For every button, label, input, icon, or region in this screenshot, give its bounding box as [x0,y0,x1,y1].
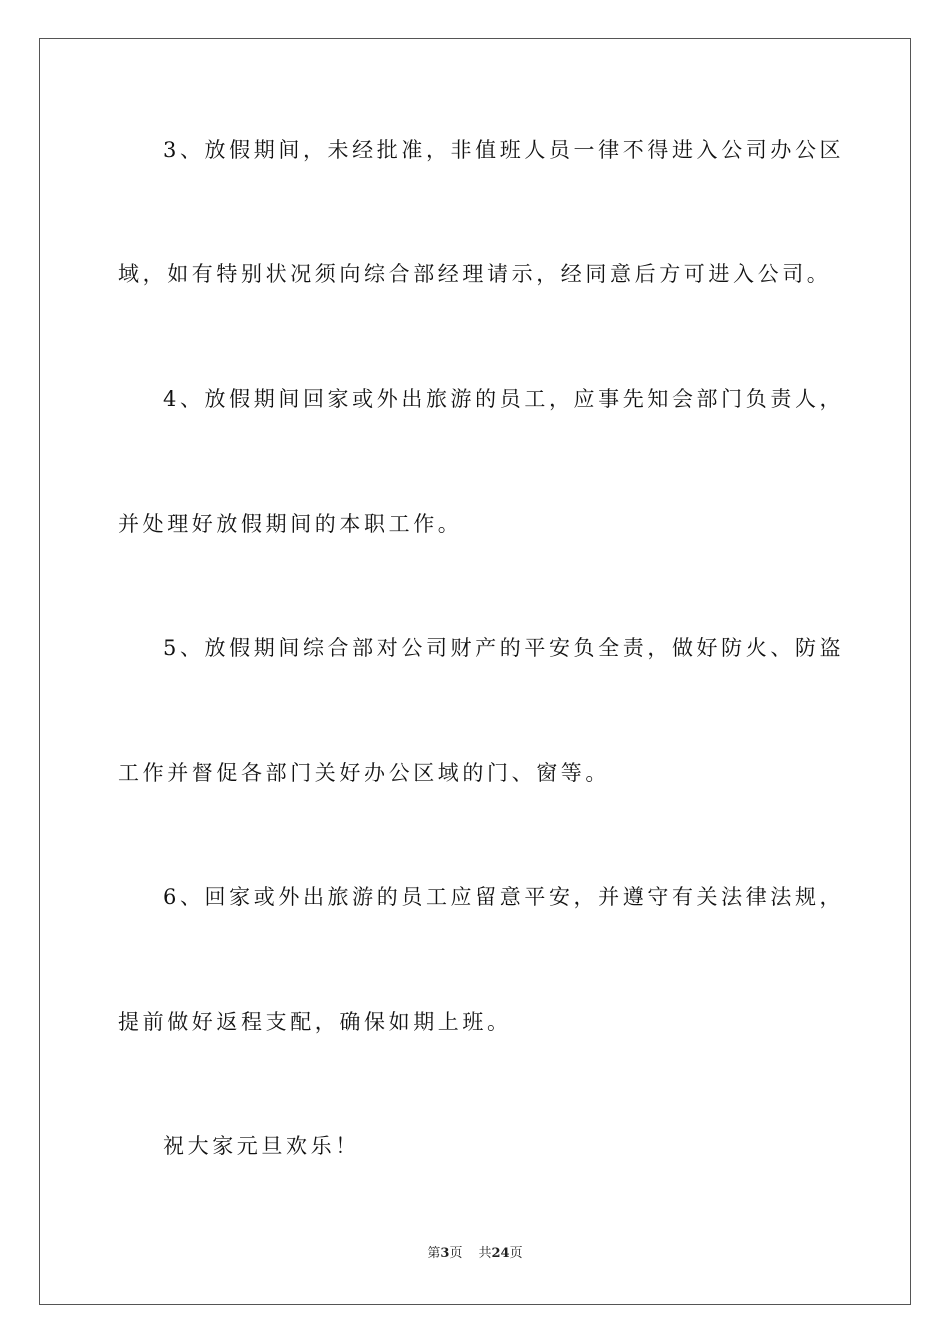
paragraph-4-line-1: 4、放假期间回家或外出旅游的员工，应事先知会部门负责人， [163,387,845,411]
paragraph-6-line-2: 提前做好返程支配，确保如期上班。 [118,1010,512,1034]
total-pages-indicator: 共24页 [478,1246,523,1261]
page-footer [0,1245,950,1263]
page-border [39,38,911,1305]
current-page-number: 3 [440,1246,450,1261]
paragraph-4-line-2: 并处理好放假期间的本职工作。 [118,512,463,536]
paragraph-3-line-2: 域，如有特别状况须向综合部经理请示，经同意后方可进入公司。 [118,262,832,286]
total-page-count: 24 [491,1246,510,1261]
paragraph-3-line-1: 3、放假期间，未经批准，非值班人员一律不得进入公司办公区 [163,138,845,162]
paragraph-5-line-2: 工作并督促各部门关好办公区域的门、窗等。 [118,761,610,785]
page-indicator: 第3页 [427,1246,463,1261]
paragraph-5-line-1: 5、放假期间综合部对公司财产的平安负全责，做好防火、防盗 [163,636,845,660]
paragraph-6-line-1: 6、回家或外出旅游的员工应留意平安，并遵守有关法律法规， [163,885,845,909]
closing-greeting: 祝大家元旦欢乐！ [163,1134,360,1158]
